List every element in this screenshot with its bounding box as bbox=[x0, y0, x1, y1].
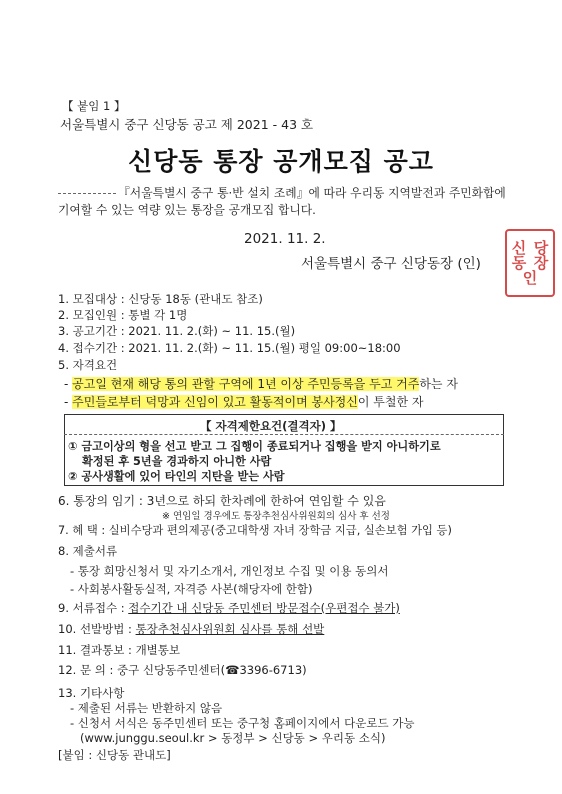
item-target: 1. 모집대상 : 신당동 18동 (관내도 참조) bbox=[58, 292, 263, 306]
item-benefits: 7. 혜 택 : 실비수당과 편의제공(중고대학생 자녀 장학금 지급, 실손보험 가입 등) bbox=[58, 524, 452, 537]
divider bbox=[58, 193, 116, 194]
item-term: 6. 통장의 임기 : 3년으로 하되 한차례에 한하여 연임할 수 있음 bbox=[58, 494, 386, 508]
item-result: 11. 결과통보 : 개별통보 bbox=[58, 643, 181, 657]
other-1: - 제출된 서류는 반환하지 않음 bbox=[70, 701, 223, 715]
signer: 서울특별시 중구 신당동장 (인) bbox=[301, 256, 481, 272]
disqualification-1: ① 금고이상의 형을 선고 받고 그 집행이 종료되거나 집행을 받지 아니하기로 bbox=[68, 440, 441, 453]
selection-label: 10. 선발방법 : bbox=[58, 622, 136, 636]
selection-value: 통장추천심사위원회 심사를 통해 선발 bbox=[135, 622, 325, 636]
seal-char: 당 bbox=[533, 238, 549, 257]
requirement-1-highlight: 공고일 현재 해당 통의 관할 구역에 1년 이상 주민등록을 두고 거주 bbox=[72, 377, 420, 391]
item-other: 13. 기타사항 bbox=[58, 686, 125, 700]
requirement-1-tail: 하는 자 bbox=[419, 377, 458, 391]
item-inquiry: 12. 문 의 : 중구 신당동주민센터(☎3396-6713) bbox=[58, 663, 307, 677]
item-receipt-period: 4. 접수기간 : 2021. 11. 2.(화) ~ 11. 15.(월) 평일 09:00~18:00 bbox=[58, 341, 401, 355]
intro-line-1: 『서울특별시 중구 통·반 설치 조례』에 따라 우리동 지역발전과 주민화합에 bbox=[118, 186, 506, 200]
page-title: 신당동 통장 공개모집 공고 bbox=[128, 147, 434, 176]
item-count: 2. 모집인원 : 통별 각 1명 bbox=[58, 308, 188, 322]
official-seal bbox=[505, 229, 555, 297]
item-selection bbox=[58, 622, 324, 636]
intro-line-2: 기여할 수 있는 역량 있는 통장을 공개모집 합니다. bbox=[58, 203, 316, 217]
other-3: (www.junggu.seoul.kr > 동정부 > 신당동 > 우리동 소식) bbox=[80, 731, 386, 745]
seal-char: 인 bbox=[522, 268, 538, 287]
seal-char: 신 bbox=[511, 238, 527, 257]
seal-char: 동 bbox=[511, 253, 527, 272]
document-1: - 통장 희망신청서 및 자기소개서, 개인정보 수집 및 이용 동의서 bbox=[70, 564, 389, 578]
requirement-2-tail: 이 투철한 자 bbox=[357, 395, 424, 409]
footer-attachment: [붙임 : 신당동 관내도] bbox=[58, 748, 171, 762]
item-submission bbox=[58, 601, 400, 615]
disqualification-1b: 확정된 후 5년을 경과하지 아니한 사람 bbox=[82, 455, 272, 468]
notice-number: 서울특별시 중구 신당동 공고 제 2021 - 43 호 bbox=[60, 117, 314, 132]
requirement-2 bbox=[64, 395, 423, 409]
submission-value: 접수기간 내 신당동 주민센터 방문접수(우편접수 불가) bbox=[128, 601, 400, 615]
seal-char: 장 bbox=[533, 253, 549, 272]
bullet: - bbox=[64, 395, 73, 409]
requirement-1 bbox=[64, 377, 458, 391]
divider bbox=[64, 434, 504, 435]
other-2: - 신청서 서식은 동주민센터 또는 중구청 홈페이지에서 다운로드 가능 bbox=[70, 716, 415, 730]
disqualification-2: ② 공사생활에 있어 타인의 지탄을 받는 사람 bbox=[68, 470, 285, 483]
disqualification-title: 【 자격제한요건(결격자) 】 bbox=[200, 419, 342, 433]
attachment-label: 【 붙임 1 】 bbox=[62, 99, 126, 113]
bullet: - bbox=[64, 377, 73, 391]
item-requirements: 5. 자격요건 bbox=[58, 358, 118, 372]
item-period: 3. 공고기간 : 2021. 11. 2.(화) ~ 11. 15.(월) bbox=[58, 324, 296, 338]
requirement-2-highlight: 주민들로부터 덕망과 신임이 있고 활동적이며 봉사정신 bbox=[72, 395, 358, 409]
item-documents: 8. 제출서류 bbox=[58, 544, 118, 558]
document-2: - 사회봉사활동실적, 자격증 사본(해당자에 한함) bbox=[70, 582, 313, 596]
notice-date: 2021. 11. 2. bbox=[244, 231, 326, 247]
submission-label: 9. 서류접수 : bbox=[58, 601, 129, 615]
term-note: ※ 연임일 경우에도 통장추천심사위원회의 심사 후 선정 bbox=[162, 511, 390, 522]
